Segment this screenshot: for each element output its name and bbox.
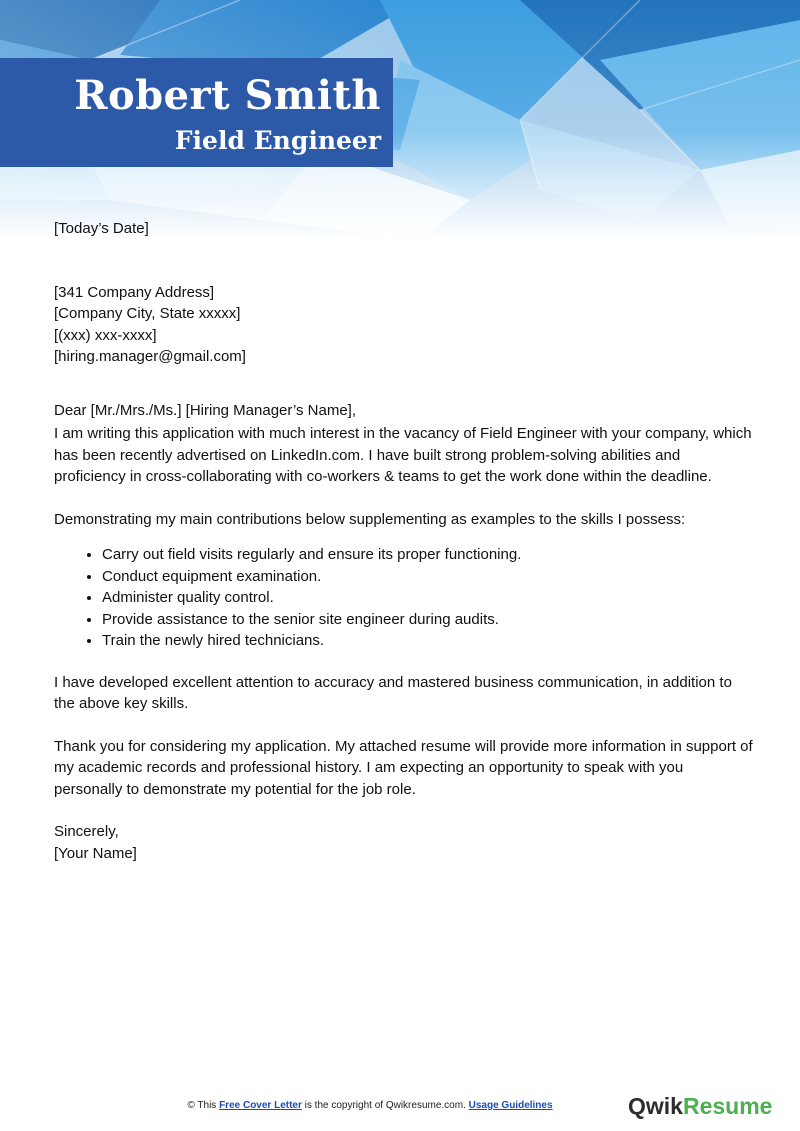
letter-body [54,218,754,864]
list-item: • Carry out field visits regularly and ensure its proper functioning. [102,544,754,566]
list-item: • Train the newly hired technicians. [102,630,754,652]
logo-part-resume: Resume [682,1093,773,1119]
skills-intro: Demonstrating my main contributions below supplementing as examples to the skills I possess: [54,510,686,528]
address-line: [Company City, State xxxxx] [54,305,241,322]
signature-name: [Your Name] [54,844,137,862]
usage-guidelines-link[interactable]: Usage Guidelines [468,1100,553,1111]
closing-paragraph: Thank you for considering my application. My attached resume will provide more information in support of my academic records and professional history. I am expecting an opportunity to speak with you personally to demonstrate my potential for the job role. [54,737,753,798]
closing-line: Sincerely, [54,823,119,840]
address-line: [hiring.manager@gmail.com] [54,348,246,365]
skills-list [54,544,754,652]
footer-prefix: © This [187,1100,217,1111]
salutation: Dear [Mr./Mrs./Ms.] [Hiring Manager’s Name], [54,401,357,419]
skills-summary-paragraph: I have developed excellent attention to accuracy and mastered business communication, in addition to the above key skills. [54,673,732,712]
opening-paragraph: I am writing this application with much interest in the vacancy of Field Engineer with your company, which has been recently advertised on LinkedIn.com. I have built strong problem-solving abilities and proficiency in cross-collaborating with co-workers & teams to get the work done within the deadline. [54,425,752,485]
free-cover-letter-link[interactable]: Free Cover Letter [219,1100,302,1111]
list-item: • Provide assistance to the senior site engineer during audits. [102,609,754,631]
letter-date: [Today’s Date] [54,220,149,237]
address-line: [341 Company Address] [54,283,215,301]
logo-part-qwik: Qwik [628,1093,683,1119]
recipient-address [54,282,754,368]
applicant-role: Field Engineer [174,126,381,155]
list-item: • Conduct equipment examination. [102,566,754,588]
list-item: • Administer quality control. [102,587,754,609]
qwikresume-logo [628,1093,772,1120]
name-title-block [0,58,393,167]
applicant-name: Robert Smith [74,72,381,119]
footer-middle: is the copyright of Qwikresume.com. [304,1100,466,1111]
address-line: [(xxx) xxx-xxxx] [54,326,157,344]
